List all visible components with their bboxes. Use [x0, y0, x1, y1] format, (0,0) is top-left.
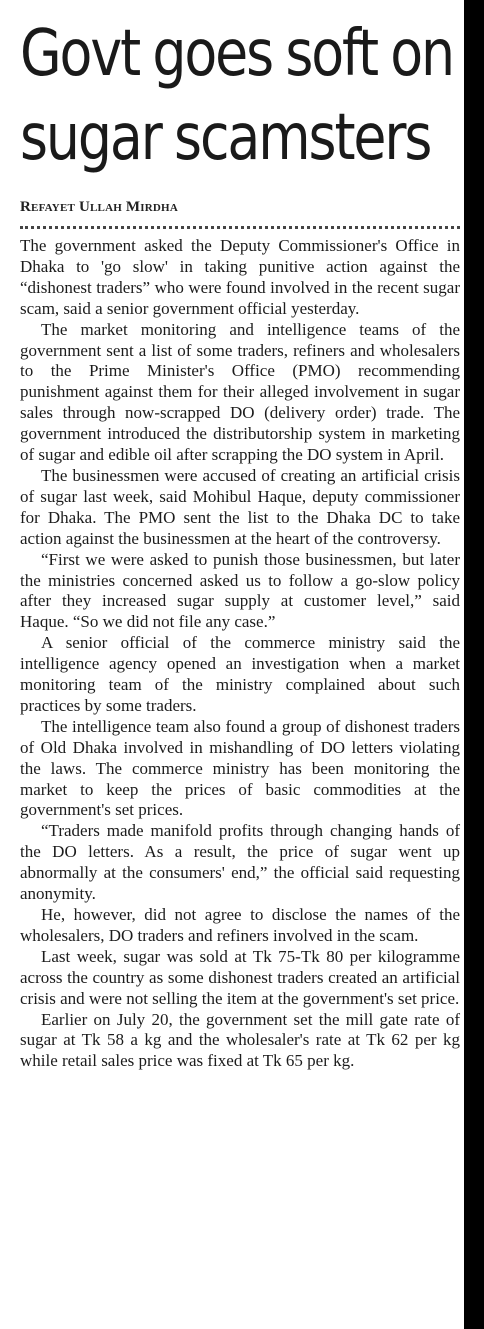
dotted-divider: [20, 226, 460, 229]
paragraph: The market monitoring and intelligence teams of the government sent a list of some traders, refiners and wholesalers to the Prime Minister's Office (PMO) recommending punishment against them for their alleged involvement in sugar sales through now-scrapped DO (delivery order) trade. The government introduced the distributorship system in marketing of sugar and edible oil after scrapping the DO system in April.: [20, 319, 460, 465]
paragraph: Last week, sugar was sold at Tk 75-Tk 80 per kilogramme across the country as some dishonest traders created an artificial crisis and were not selling the item at the government's set price.: [20, 946, 460, 1008]
article-body: [20, 236, 460, 1072]
paragraph: The government asked the Deputy Commissioner's Office in Dhaka to 'go slow' in taking punitive action against the “dishonest traders” who were found involved in the recent sugar scam, said a senior government official yesterday.: [20, 236, 460, 318]
paragraph: “Traders made manifold profits through changing hands of the DO letters. As a result, the price of sugar went up abnormally at the consumers' end,” the official said requesting anonymity.: [20, 821, 460, 904]
paragraph: “First we were asked to punish those businessmen, but later the ministries concerned asked us to follow a go-slow policy after they increased sugar supply at customer level,” said Haque. “So we did not file any case.”: [20, 549, 460, 632]
paragraph: The intelligence team also found a group of dishonest traders of Old Dhaka involved in mishandling of DO letters violating the laws. The commerce ministry has been monitoring the market to keep the prices of basic commodities at the government's set prices.: [20, 716, 460, 820]
paragraph: He, however, did not agree to disclose the names of the wholesalers, DO traders and refiners involved in the scam.: [20, 905, 460, 945]
page-edge-bar: [464, 0, 484, 1329]
byline: Refayet Ullah Mirdha: [20, 199, 178, 215]
paragraph: The businessmen were accused of creating an artificial crisis of sugar last week, said Mohibul Haque, deputy commissioner for Dhaka. The PMO sent the list to the Dhaka DC to take action against the businessmen at the heart of the controversy.: [20, 465, 460, 548]
paragraph: A senior official of the commerce ministry said the intelligence agency opened an investigation when a market monitoring team of the ministry complained about such practices by some traders.: [20, 633, 460, 715]
paragraph: Earlier on July 20, the government set the mill gate rate of sugar at Tk 58 a kg and the wholesaler's rate at Tk 62 per kg while retail sales price was fixed at Tk 65 per kg.: [20, 1009, 460, 1071]
news-article: [20, 0, 460, 1072]
headline: Govt goes soft on sugar scamsters: [20, 17, 453, 175]
